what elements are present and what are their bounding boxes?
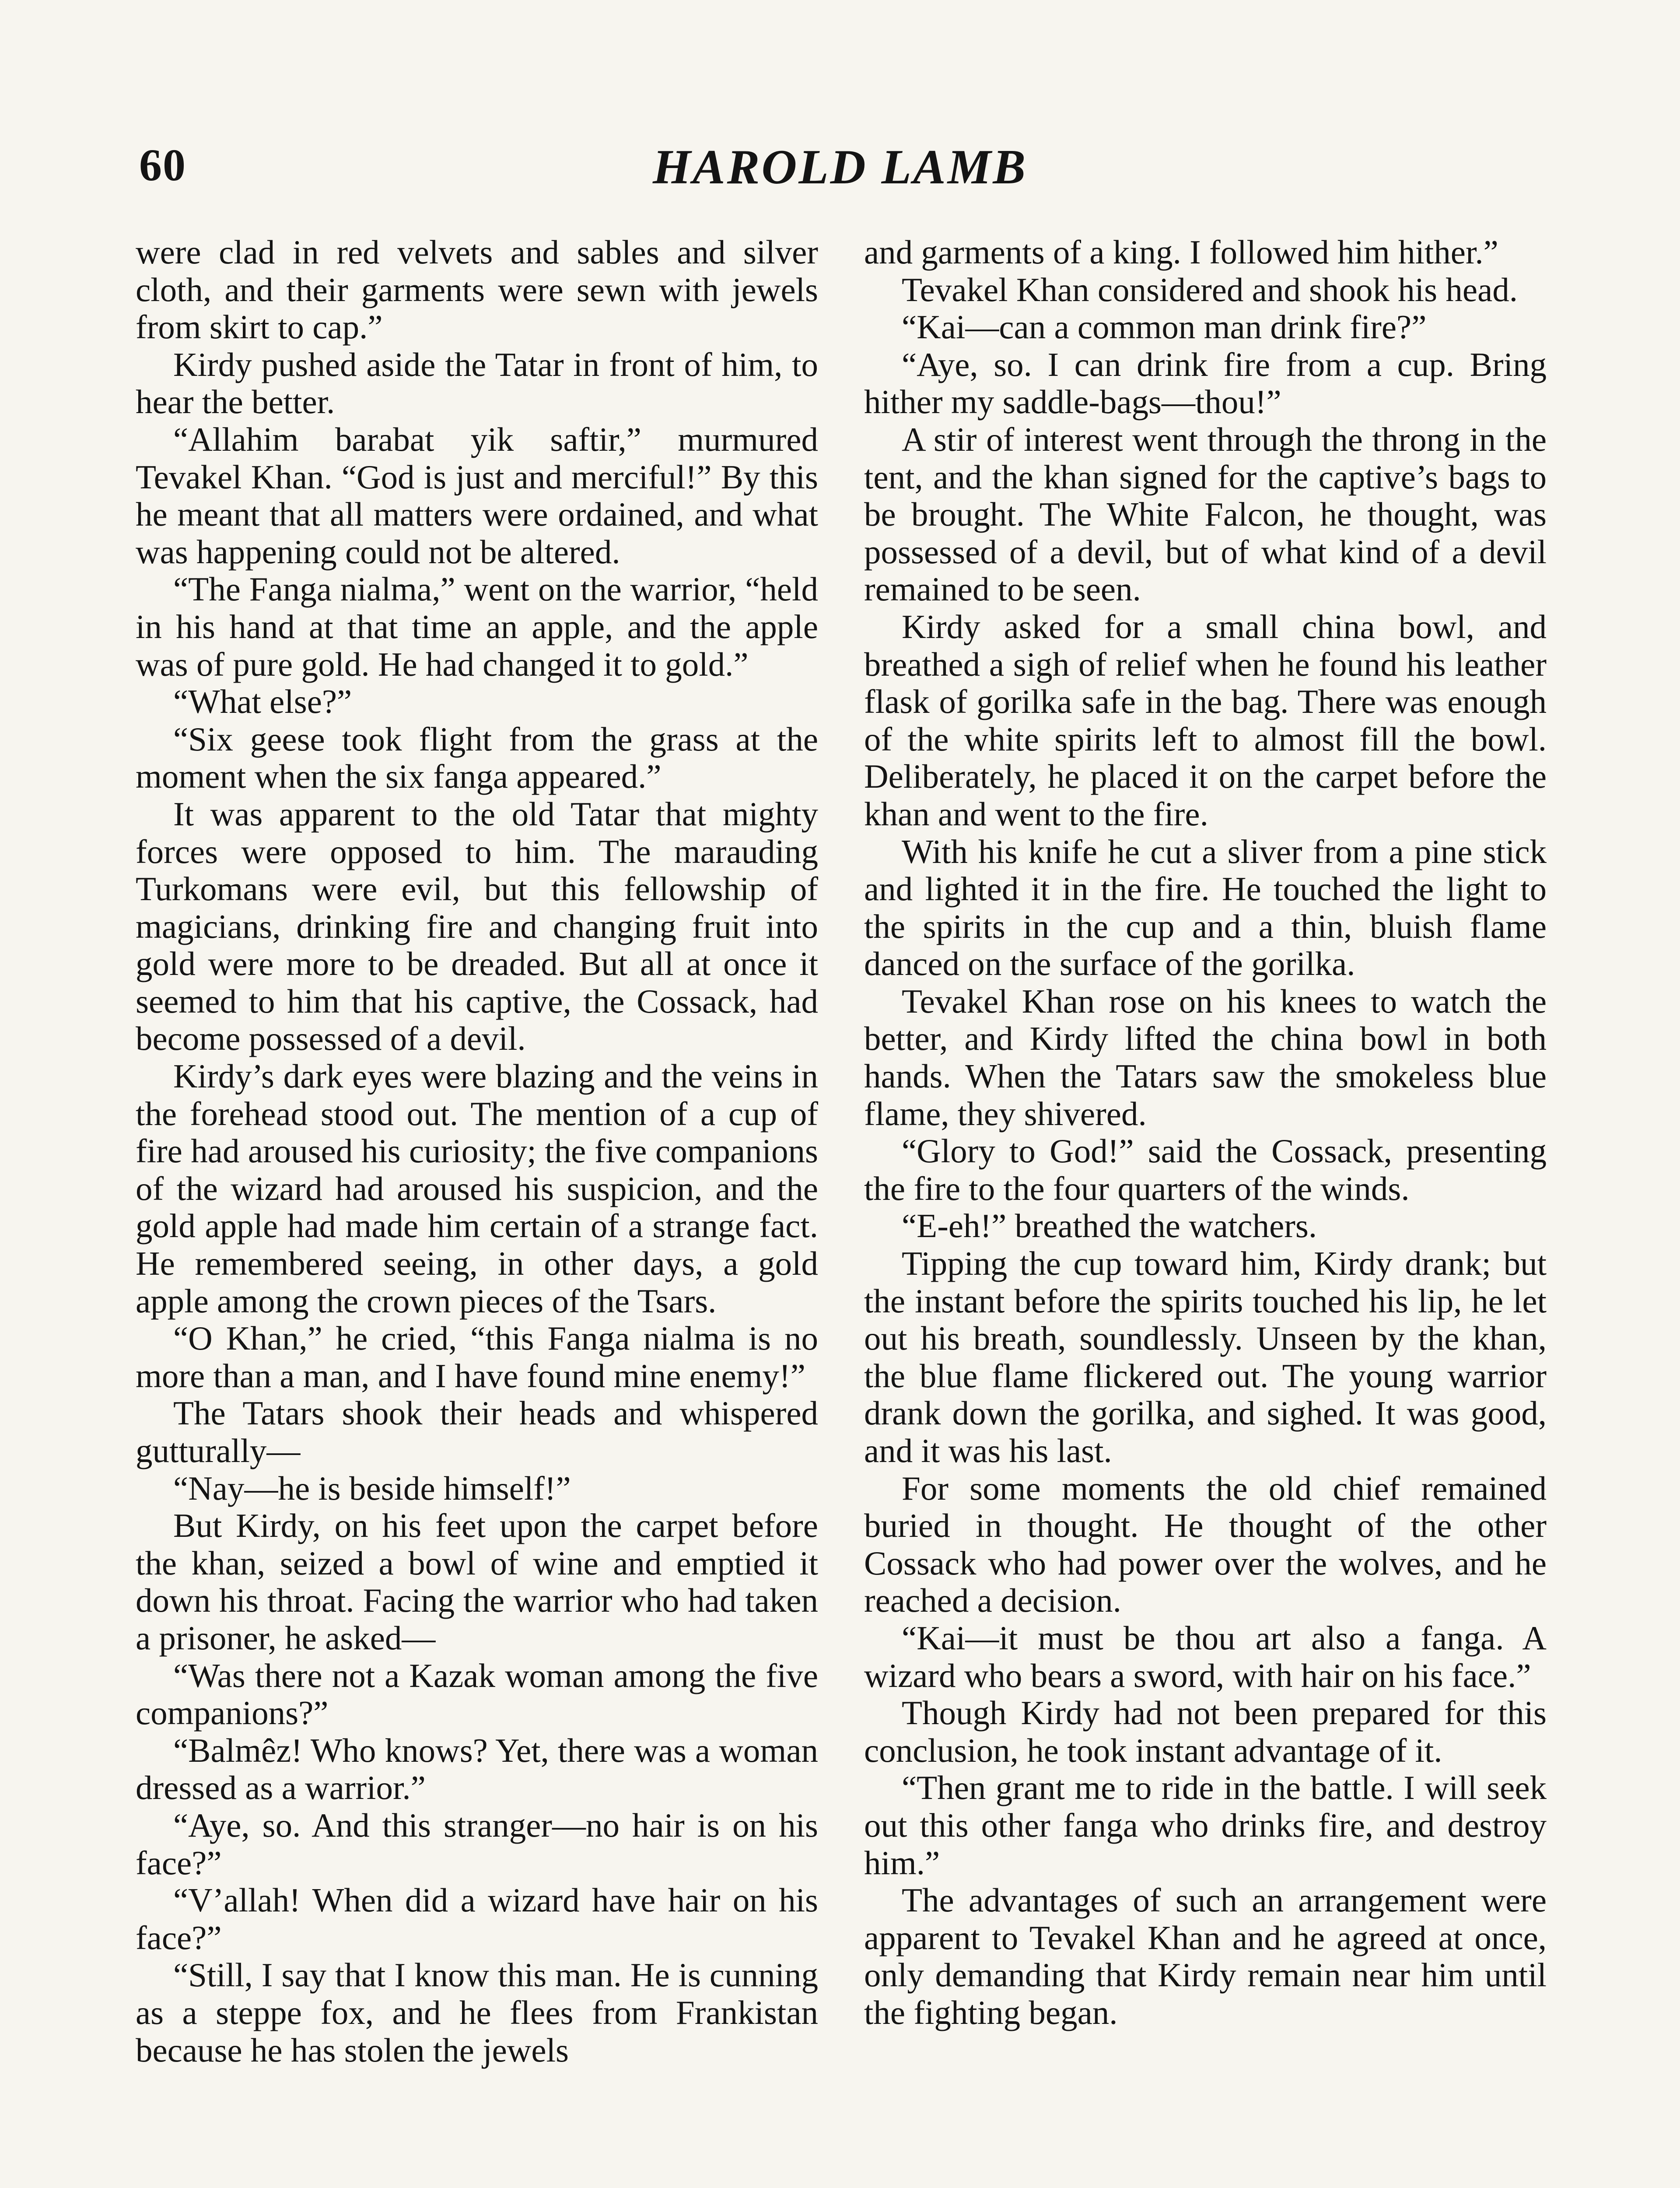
paragraph: Kirdy asked for a small china bowl, and breathed a sigh of relief when he found his leather flask of gorilka safe in the bag. There was enough of the white spirits left to almost fill the bowl. Deliberately, he placed it on the carpet before the khan and went to the fire. [864,607,1547,833]
paragraph: “Then grant me to ride in the battle. I will seek out this other fanga who drinks fire, and destroy him.” [864,1769,1547,1882]
paragraph: For some moments the old chief remained buried in thought. He thought of the other Cossack who had power over the wolves, and he reached a decision. [864,1469,1547,1620]
paragraph: The advantages of such an arrangement were apparent to Tevakel Khan and he agreed at once, only demanding that Kirdy remain near him until the fighting began. [864,1881,1547,2031]
paragraph: were clad in red velvets and sables and silver cloth, and their garments were sewn with jewels from skirt to cap.” [136,233,818,346]
paragraph: Though Kirdy had not been prepared for this conclusion, he took instant advantage of it. [864,1694,1547,1769]
paragraph: “Nay—he is beside himself!” [173,1469,571,1507]
page-number: 60 [139,140,186,190]
paragraph: But Kirdy, on his feet upon the carpet before the khan, seized a bowl of wine and emptied it down his throat. Facing the warrior who had taken a prisoner, he asked— [136,1507,818,1657]
paragraph: “The Fanga nialma,” went on the warrior, “held in his hand at that time an apple, and the apple was of pure gold. He had changed it to gold.” [136,570,818,683]
paragraph: “What else?” [173,683,352,721]
paragraph: “Allahim barabat yik saftir,” murmured Tevakel Khan. “God is just and merciful!” By this he meant that all matters were ordained, and what was happening could not be altered. [136,420,818,571]
paragraph: The Tatars shook their heads and whispered gutturally— [136,1394,818,1469]
paragraph: Kirdy pushed aside the Tatar in front of him, to hear the better. [136,345,818,421]
paragraph: Kirdy’s dark eyes were blazing and the veins in the forehead stood out. The mention of a cup of fire had aroused his curiosity; the five companions of the wizard had aroused his suspicion, and the gold apple had made him certain of a strange fact. He remembered seeing, in other days, a gold apple among the crown pieces of the Tsars. [136,1057,818,1320]
paragraph: “Aye, so. I can drink fire from a cup. Bring hither my saddle-bags—thou!” [864,345,1547,421]
paragraph: “Six geese took flight from the grass at the moment when the six fanga appeared.” [136,720,818,796]
right-column [864,234,1547,2032]
running-head: HAROLD LAMB [652,140,1028,194]
left-column [136,234,818,2069]
paragraph: A stir of interest went through the throng in the tent, and the khan signed for the captive’s bags to be brought. The White Falcon, he thought, was possessed of a devil, but of what kind of a devil remained to be seen. [864,420,1547,608]
paragraph: and garments of a king. I followed him hither.” [864,233,1498,271]
paragraph: “Aye, so. And this stranger—no hair is on his face?” [136,1806,818,1882]
paragraph: “Was there not a Kazak woman among the five companions?” [136,1656,818,1732]
paragraph: “Kai—it must be thou art also a fanga. A wizard who bears a sword, with hair on his face.” [864,1619,1547,1694]
paragraph: “Still, I say that I know this man. He is cunning as a steppe fox, and he flees from Frankistan because he has stolen the jewels [136,1956,818,2069]
paragraph: “O Khan,” he cried, “this Fanga nialma is no more than a man, and I have found mine enemy!” [136,1319,818,1395]
paragraph: With his knife he cut a sliver from a pine stick and lighted it in the fire. He touched the light to the spirits in the cup and a thin, bluish flame danced on the surface of the gorilka. [864,832,1547,983]
paragraph: “V’allah! When did a wizard have hair on his face?” [136,1881,818,1957]
paragraph: “E-eh!” breathed the watchers. [902,1207,1317,1245]
paragraph: “Kai—can a common man drink fire?” [902,308,1427,346]
paragraph: “Glory to God!” said the Cossack, presenting the fire to the four quarters of the winds. [864,1132,1547,1207]
paragraph: “Balmêz! Who knows? Yet, there was a woman dressed as a warrior.” [136,1731,818,1807]
paragraph: Tevakel Khan rose on his knees to watch the better, and Kirdy lifted the china bowl in both hands. When the Tatars saw the smokeless blue flame, they shivered. [864,982,1547,1133]
paragraph: Tevakel Khan considered and shook his head. [902,270,1518,309]
paragraph: Tipping the cup toward him, Kirdy drank; but the instant before the spirits touched his lip, he let out his breath, soundlessly. Unseen by the khan, the blue flame flickered out. The young warrior drank down the gorilka, and sighed. It was good, and it was his last. [864,1245,1547,1469]
paragraph: It was apparent to the old Tatar that mighty forces were opposed to him. The marauding Turkomans were evil, but this fellowship of magicians, drinking fire and changing fruit into gold were more to be dreaded. But all at once it seemed to him that his captive, the Cossack, had become possessed of a devil. [136,795,818,1058]
